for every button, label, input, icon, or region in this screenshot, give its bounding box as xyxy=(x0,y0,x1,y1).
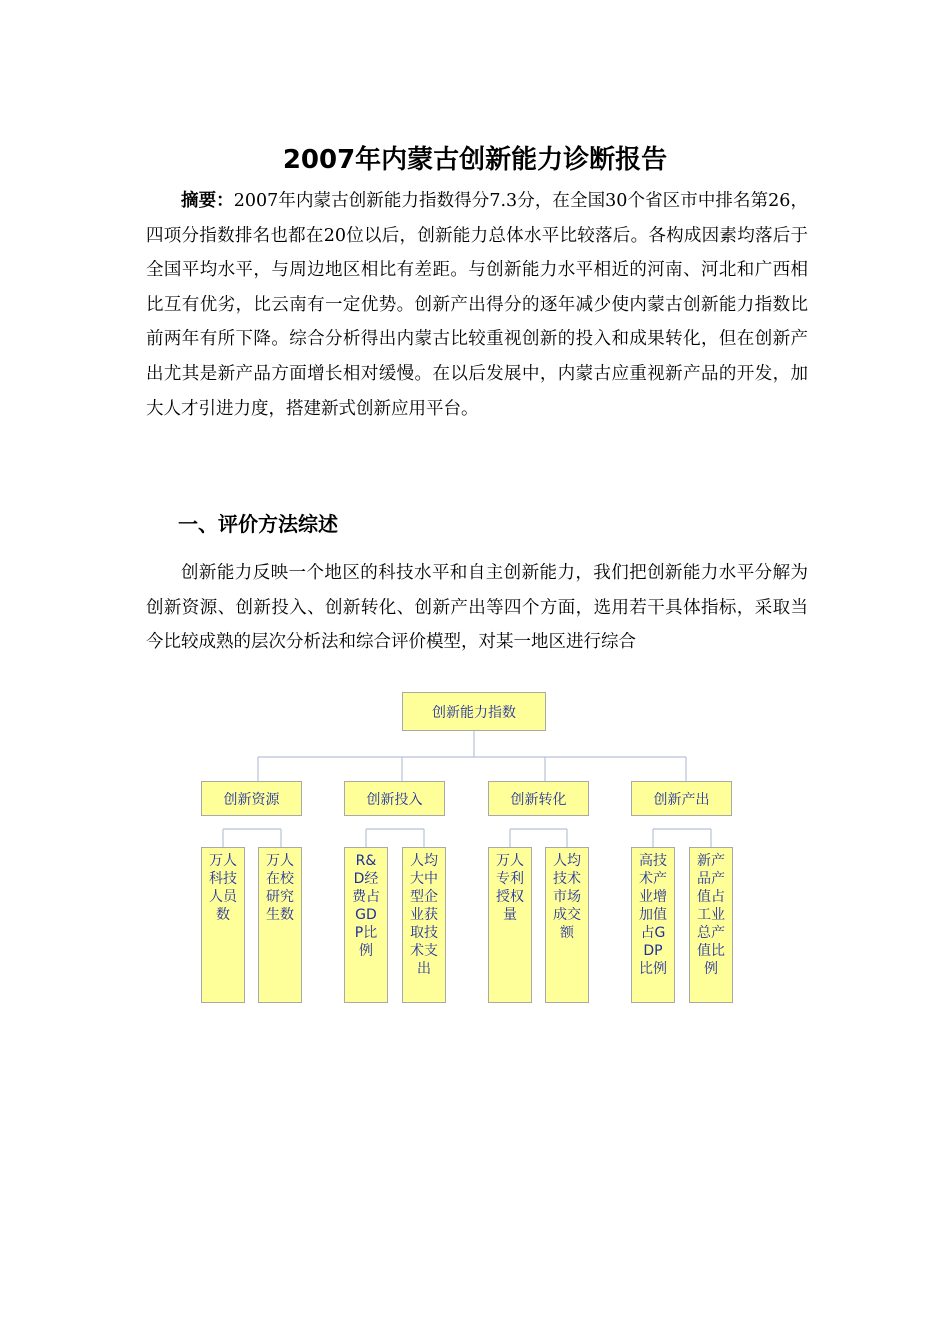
document-title: 2007年内蒙古创新能力诊断报告 xyxy=(282,145,668,175)
leaf-node: 万人科技人员数 xyxy=(201,847,245,1003)
branch-node-input: 创新投入 xyxy=(344,781,445,816)
branch-node-output: 创新产出 xyxy=(631,781,732,816)
abstract-text: 2007年内蒙古创新能力指数得分7.3分，在全国30个省区市中排名第26，四项分指数排名也都在20位以后，创新能力总体水平比较落后。各构成因素均落后于全国平均水平，与周边地区相比有差距。与创新能力水平相近的河南、河北和广西相比互有优劣，比云南有一定优势。创新产出得分的逐年减少使内蒙古创新能力指数比前两年有所下降。综合分析得出内蒙古比较重视创新的投入和成果转化，但在创新产出尤其是新产品方面增长相对缓慢。在以后发展中，内蒙古应重视新产品的开发，加大人才引进力度，搭建新式创新应用平台。 xyxy=(146,191,809,419)
leaf-node: 高技术产业增加值占GDP比例 xyxy=(631,847,675,1003)
leaf-node: 人均大中型企业获取技术支出 xyxy=(402,847,446,1003)
section-heading: 一、评价方法综述 xyxy=(178,512,338,536)
leaf-node: 人均技术市场成交额 xyxy=(545,847,589,1003)
branch-node-conversion: 创新转化 xyxy=(488,781,589,816)
section-paragraph: 创新能力反映一个地区的科技水平和自主创新能力，我们把创新能力水平分解为创新资源、创新投入、创新转化、创新产出等四个方面，选用若干具体指标，采取当今比较成熟的层次分析法和综合评价模型，对某一地区进行综合 xyxy=(146,563,808,653)
abstract-paragraph xyxy=(146,184,808,426)
abstract-label: 摘要： xyxy=(181,191,234,211)
branch-node-resources: 创新资源 xyxy=(201,781,302,816)
leaf-node: 万人在校研究生数 xyxy=(258,847,302,1003)
leaf-node: 万人专利授权量 xyxy=(488,847,532,1003)
leaf-node: R&D经费占GDP比例 xyxy=(344,847,388,1003)
root-node: 创新能力指数 xyxy=(402,692,546,731)
leaf-node: 新产品产值占工业总产值比例 xyxy=(689,847,733,1003)
